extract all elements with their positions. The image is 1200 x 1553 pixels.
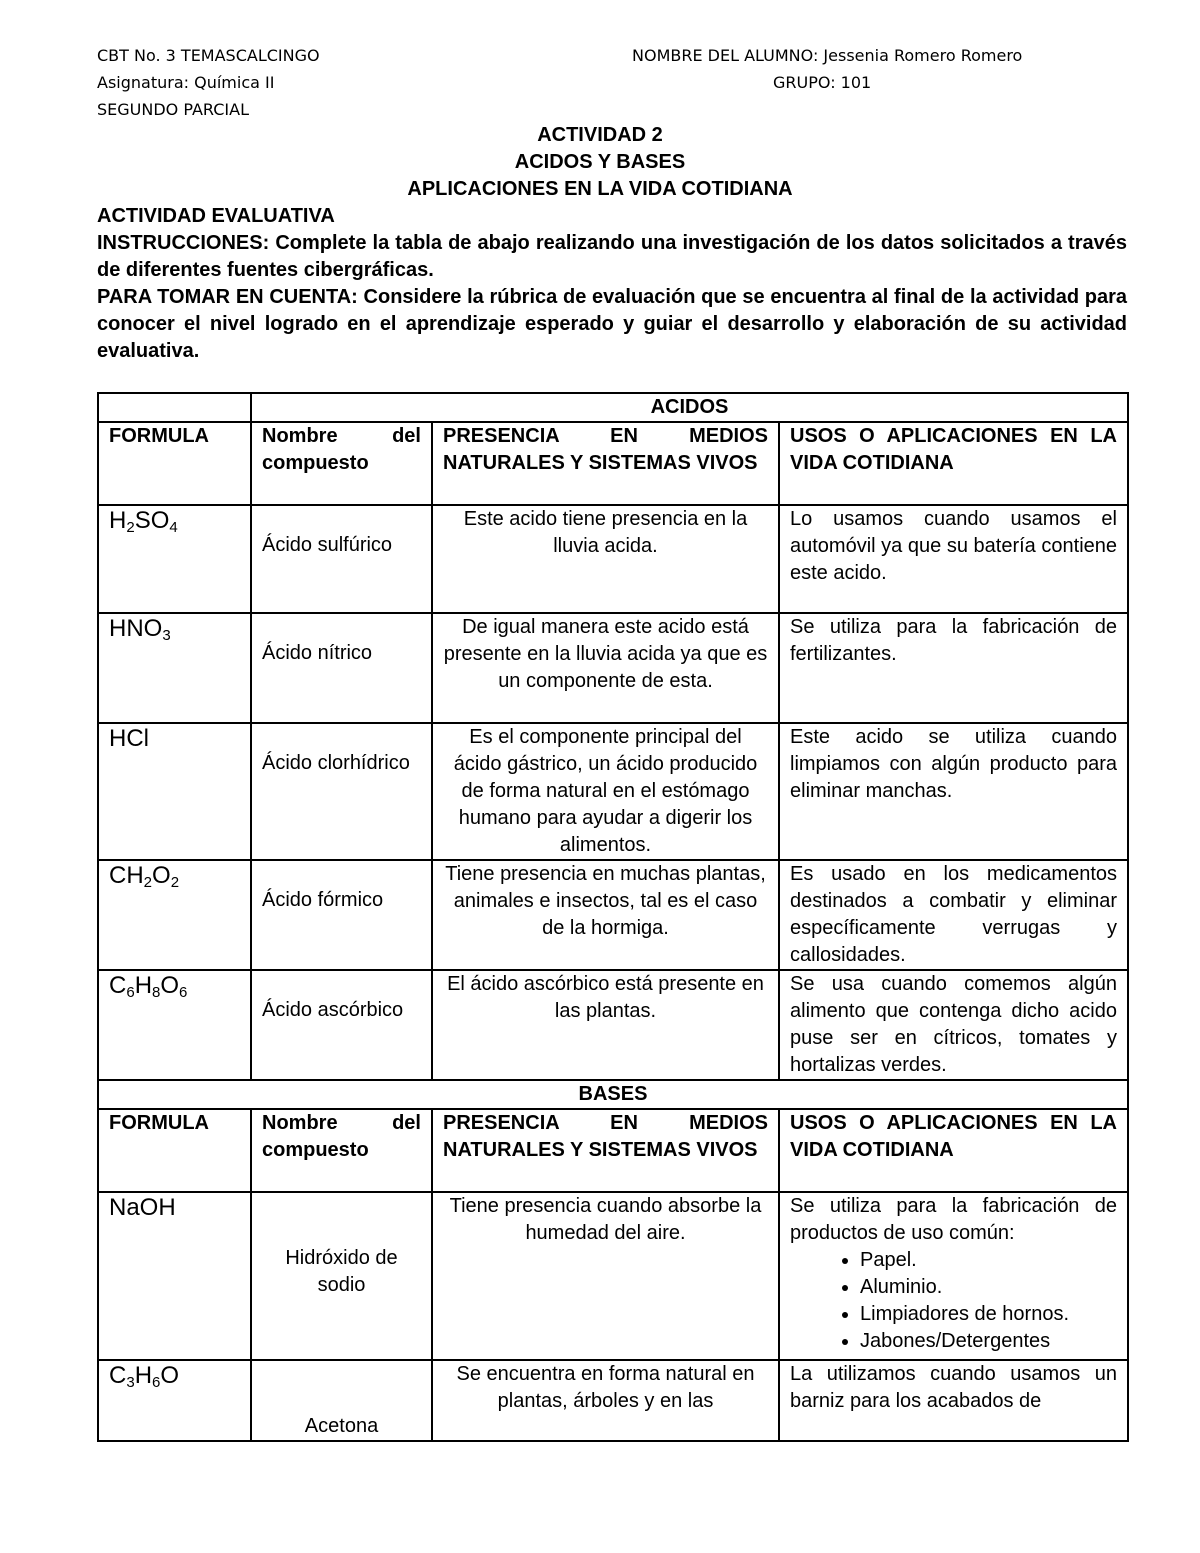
intro-block: [97, 203, 1127, 365]
formula-symbol: SO: [134, 507, 170, 534]
formula-symbol: H: [109, 507, 127, 534]
subtopic-title: APLICACIONES EN LA VIDA COTIDIANA: [407, 178, 793, 200]
compound-name-cell: Ácido sulfúrico: [251, 505, 432, 613]
blank-cell: [98, 393, 251, 422]
col-uses-header: USOS O APLICACIONES EN LA VIDA COTIDIANA: [779, 1109, 1128, 1192]
uses-text: Se usa cuando comemos algún alimento que contenga dicho acido puse ser en cítricos, tomates y hortalizas verdes.: [790, 973, 1117, 1076]
formula-symbol: C: [109, 1362, 127, 1389]
bases-section-row: [98, 1080, 1128, 1109]
list-item: • Aluminio.: [860, 1274, 1117, 1301]
formula-symbol: O: [152, 862, 171, 889]
table-row: [98, 505, 1128, 613]
table-row: [98, 1192, 1128, 1360]
col-formula-header: FORMULA: [98, 422, 251, 505]
uses-list: [790, 1247, 1117, 1355]
presence-cell: Es el componente principal del ácido gástrico, un ácido producido de forma natural en el estómago humano para ayudar a digerir los alimentos.: [432, 723, 779, 860]
col-formula-header: FORMULA: [98, 1109, 251, 1192]
formula-cell: [98, 1192, 251, 1360]
formula-subscript: 8: [152, 984, 161, 1001]
student-name: NOMBRE DEL ALUMNO: Jessenia Romero Romero: [632, 46, 1023, 65]
formula-subscript: 4: [169, 519, 178, 536]
uses-text: Es usado en los medicamentos destinados a combatir y eliminar específicamente verrugas y callosidades.: [790, 863, 1117, 966]
formula-cell: [98, 613, 251, 723]
formula-symbol: HCl: [109, 725, 149, 752]
formula-subscript: 2: [170, 874, 180, 891]
bases-section-title: BASES: [98, 1080, 1128, 1109]
uses-text: Se utiliza para la fabricación de fertilizantes.: [790, 616, 1117, 665]
presence-cell: De igual manera este acido está presente en la lluvia acida ya que es un componente de esta.: [432, 613, 779, 723]
compound-name-cell: Acetona: [251, 1360, 432, 1441]
period-label: SEGUNDO PARCIAL: [97, 100, 249, 119]
table-row: [98, 970, 1128, 1080]
formula-symbol: H: [134, 1362, 153, 1389]
col-uses-header: USOS O APLICACIONES EN LA VIDA COTIDIANA: [779, 422, 1128, 505]
school-name: CBT No. 3 TEMASCALCINGO: [97, 46, 320, 65]
table-row: [98, 860, 1128, 970]
evaluativa-label: ACTIVIDAD EVALUATIVA: [97, 205, 335, 227]
uses-cell: [779, 970, 1128, 1080]
formula-symbol: HNO: [109, 615, 163, 642]
presence-cell: Tiene presencia en muchas plantas, animales e insectos, tal es el caso de la hormiga.: [432, 860, 779, 970]
formula-cell: [98, 860, 251, 970]
uses-text: Se utiliza para la fabricación de productos de uso común:: [790, 1195, 1117, 1244]
topic-title: ACIDOS Y BASES: [514, 151, 686, 173]
compound-name-cell: Ácido ascórbico: [251, 970, 432, 1080]
col-name-header: Nombre del compuesto: [251, 1109, 432, 1192]
list-item: • Jabones/Detergentes: [860, 1328, 1117, 1355]
presence-cell: El ácido ascórbico está presente en las plantas.: [432, 970, 779, 1080]
group-label: GRUPO: 101: [773, 73, 872, 92]
formula-symbol: H: [134, 972, 153, 999]
col-presence-header: PRESENCIA EN MEDIOS NATURALES Y SISTEMAS VIVOS: [432, 422, 779, 505]
compound-name-cell: Ácido fórmico: [251, 860, 432, 970]
uses-cell: [779, 613, 1128, 723]
formula-cell: [98, 970, 251, 1080]
uses-cell: [779, 723, 1128, 860]
presence-cell: Se encuentra en forma natural en plantas, árboles y en las: [432, 1360, 779, 1441]
compound-name-cell: Hidróxido de sodio: [251, 1192, 432, 1360]
uses-cell: [779, 505, 1128, 613]
col-presence-header: PRESENCIA EN MEDIOS NATURALES Y SISTEMAS VIVOS: [432, 1109, 779, 1192]
subject-label: Asignatura: Química II: [97, 73, 275, 92]
table-row: [98, 613, 1128, 723]
formula-subscript: 6: [179, 984, 188, 1001]
formula-subscript: 6: [126, 984, 135, 1001]
formula-symbol: O: [160, 1362, 180, 1389]
formula-symbol: O: [160, 972, 180, 999]
list-item: • Papel.: [860, 1247, 1117, 1274]
bases-header-row: [98, 1109, 1128, 1192]
uses-text: Lo usamos cuando usamos el automóvil ya que su batería contiene este acido.: [790, 508, 1117, 584]
compound-name-cell: Ácido nítrico: [251, 613, 432, 723]
compound-name-cell: Ácido clorhídrico: [251, 723, 432, 860]
acids-bases-table: [97, 392, 1129, 1442]
formula-subscript: 6: [152, 1374, 161, 1391]
acids-section-row: [98, 393, 1128, 422]
formula-subscript: 2: [143, 874, 153, 891]
formula-subscript: 2: [126, 519, 135, 536]
instructions-text: INSTRUCCIONES: Complete la tabla de abajo realizando una investigación de los datos solicitados a través de diferentes fuentes cibergráficas.: [97, 232, 1127, 281]
activity-title: ACTIVIDAD 2: [537, 124, 663, 146]
formula-subscript: 3: [126, 1374, 135, 1391]
consider-text: PARA TOMAR EN CUENTA: Considere la rúbrica de evaluación que se encuentra al final de la actividad para conocer el nivel logrado en el aprendizaje esperado y guiar el desarrollo y elaboración de su actividad evaluativa.: [97, 286, 1127, 362]
formula-cell: [98, 505, 251, 613]
list-item: • Limpiadores de hornos.: [860, 1301, 1117, 1328]
presence-cell: Este acido tiene presencia en la lluvia acida.: [432, 505, 779, 613]
table-row: [98, 1360, 1128, 1441]
col-name-header: Nombre del compuesto: [251, 422, 432, 505]
formula-subscript: 3: [162, 627, 171, 644]
acids-header-row: [98, 422, 1128, 505]
formula-symbol: CH: [109, 862, 144, 889]
formula-cell: [98, 723, 251, 860]
uses-text: Este acido se utiliza cuando limpiamos con algún producto para eliminar manchas.: [790, 726, 1117, 802]
formula-cell: [98, 1360, 251, 1441]
formula-symbol: C: [109, 972, 127, 999]
uses-cell: [779, 1360, 1128, 1441]
presence-cell: Tiene presencia cuando absorbe la humedad del aire.: [432, 1192, 779, 1360]
uses-cell: [779, 1192, 1128, 1360]
acids-section-title: ACIDOS: [251, 393, 1128, 422]
uses-text: La utilizamos cuando usamos un barniz para los acabados de: [790, 1363, 1117, 1412]
uses-cell: [779, 860, 1128, 970]
table-row: [98, 723, 1128, 860]
formula-symbol: NaOH: [109, 1194, 176, 1221]
